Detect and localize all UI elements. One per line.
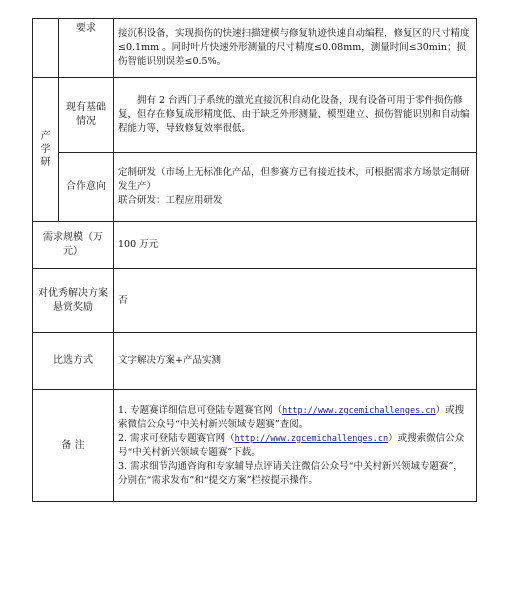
group-cell-empty bbox=[33, 19, 59, 78]
note-1-b: ）或搜索微信公众号“中关村新兴领域专题赛”查阅。 bbox=[118, 404, 465, 430]
note-2-b: ）或搜索微信公众号“中关村新兴领域专题赛”下载。 bbox=[118, 432, 465, 458]
requirement-text: 接沉积设备，实现损伤的快速扫描建模与修复轨迹快速自动编程，修复区的尺寸精度≤0.1mm 。同时叶片快速外形测量的尺寸精度≤0.08mm，测量时间≤30min；损伤智能识别误差≤0.5%。 bbox=[114, 19, 477, 78]
scale-label: 需求规模（万元） bbox=[33, 222, 114, 269]
group-char-1: 产 bbox=[40, 131, 51, 142]
table-row-requirement bbox=[33, 19, 477, 78]
note-3: 3. 需求细节沟通咨询和专家辅导点评请关注微信公众号“中关村新兴领域专题赛”，分别在“需求发布”和“提交方案”栏按提示操作。 bbox=[118, 460, 463, 486]
requirement-label: 要求 bbox=[59, 19, 114, 78]
note-2 bbox=[118, 432, 472, 460]
cooperation-text-custom: 定制研发（市场上无标准化产品，但参赛方已有接近技术，可根据需求方场景定制研发生产） bbox=[118, 167, 470, 192]
industry-group-label bbox=[33, 78, 59, 222]
requirement-table bbox=[32, 18, 477, 502]
selection-label: 比选方式 bbox=[33, 333, 114, 390]
table-row-notes bbox=[33, 390, 477, 502]
scale-value: 100 万元 bbox=[114, 222, 477, 269]
group-char-3: 研 bbox=[40, 157, 51, 168]
cooperation-label: 合作意向 bbox=[59, 153, 114, 222]
cooperation-text bbox=[114, 153, 477, 222]
award-label: 对优秀解决方案悬赏奖励 bbox=[33, 269, 114, 333]
note-1-link[interactable]: http://www.zgcemichallenges.cn bbox=[282, 405, 436, 416]
table-row-scale bbox=[33, 222, 477, 269]
award-value: 否 bbox=[114, 269, 477, 333]
selection-value: 文字解决方案+产品实测 bbox=[114, 333, 477, 390]
note-2-link[interactable]: http://www.zgcemichallenges.cn bbox=[234, 433, 389, 444]
notes-text bbox=[114, 390, 477, 502]
existing-basis-label: 现有基础情况 bbox=[59, 78, 114, 153]
note-1 bbox=[118, 404, 472, 432]
existing-basis-text: 拥有 2 台西门子系统的激光直接沉积自动化设备，现有设备可用于零件损伤修复，但存在修复成形精度低、由于缺乏外形测量、模型建立、损伤智能识别和自动编程能力等，导致修复效率很低。 bbox=[114, 78, 477, 153]
table-row-existing-basis bbox=[33, 78, 477, 153]
table-row-award bbox=[33, 269, 477, 333]
note-2-a: 2. 需求可登陆专题赛官网（ bbox=[118, 432, 235, 444]
notes-label: 备 注 bbox=[33, 390, 114, 502]
cooperation-text-joint: 联合研发：工程应用研发 bbox=[118, 195, 223, 206]
table-row-cooperation bbox=[33, 153, 477, 222]
group-char-2: 学 bbox=[40, 144, 51, 155]
table-row-selection bbox=[33, 333, 477, 390]
note-1-a: 1. 专题赛详细信息可登陆专题赛官网（ bbox=[118, 404, 283, 416]
